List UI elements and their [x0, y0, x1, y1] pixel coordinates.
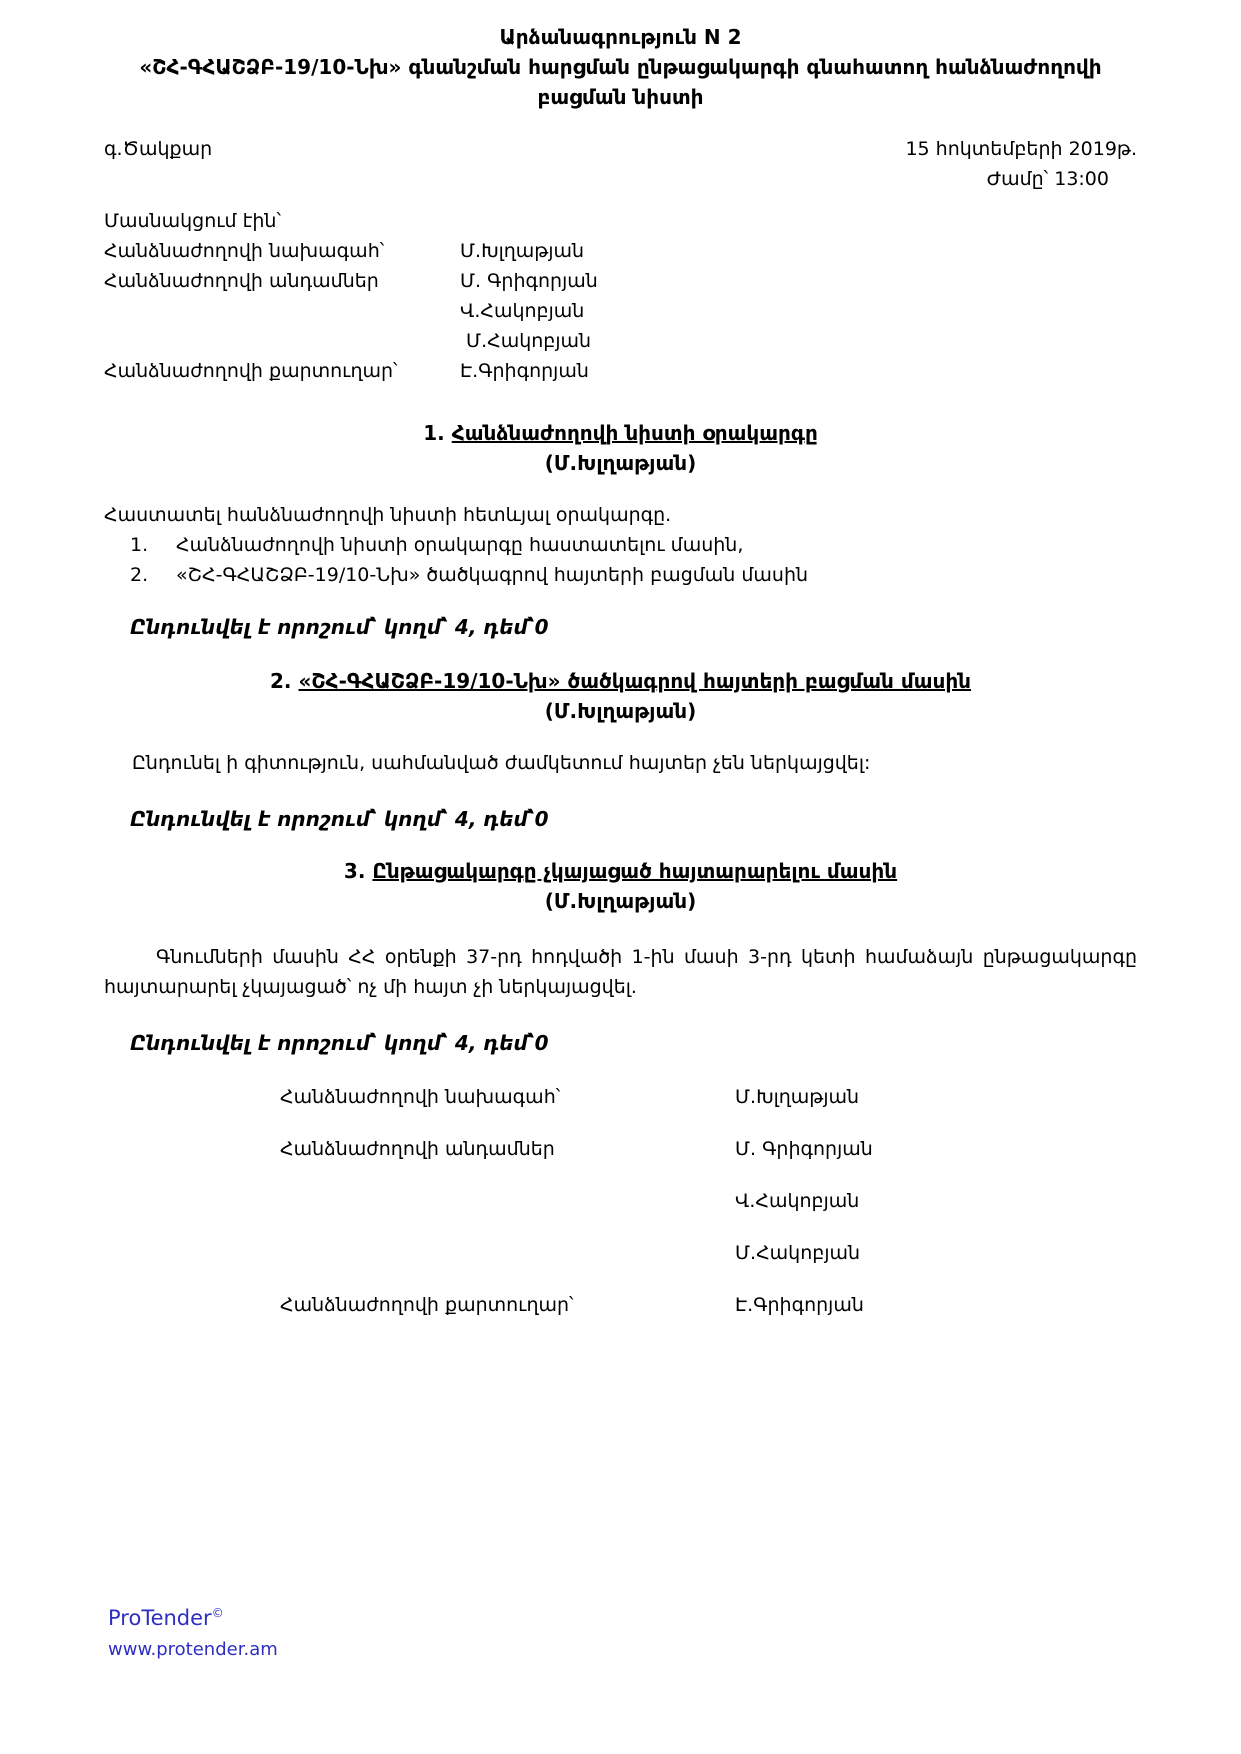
participant-name: Վ.Հակոբյան [460, 300, 585, 322]
copyright-icon: © [211, 1606, 224, 1620]
meta-row [104, 134, 1137, 194]
section-2-presenter: (Մ.Խլղաթյան) [544, 699, 697, 723]
section-1-heading [104, 418, 1137, 448]
signature-row [104, 1134, 1137, 1164]
section-2-body: Ընդունել ի գիտություն, սահմանված ժամկետում հայտեր չեն ներկայցվել: [132, 752, 871, 774]
place-label: գ.Ծակքար [104, 138, 213, 160]
signature-row [104, 1290, 1137, 1320]
signature-name: Է.Գրիգորյան [735, 1294, 864, 1316]
date-label: 15 հոկտեմբերի 2019թ. [905, 138, 1137, 160]
signature-row [104, 1186, 1137, 1216]
signature-name: Մ.Հակոբյան [735, 1242, 861, 1264]
participant-row [104, 236, 1137, 266]
signature-name: Մ. Գրիգորյան [735, 1138, 873, 1160]
section-2-title: «ՇՀ-ԳՀԱՇՁԲ-19/10-Նխ» ծածկագրով հայտերի բացման մասին [298, 669, 972, 693]
participant-row [104, 296, 1137, 326]
section-3-number: 3. [343, 859, 366, 883]
signature-name: Վ.Հակոբյան [735, 1190, 860, 1212]
agenda-item-text: «ՇՀ-ԳՀԱՇՁԲ-19/10-Նխ» ծածկագրով հայտերի բացման մասին [176, 564, 809, 586]
datetime-block [905, 134, 1137, 194]
participant-role: Հանձնաժողովի նախագահ՝ [104, 240, 385, 262]
section-3-body: Գնումների մասին ՀՀ օրենքի 37-րդ հոդվածի 1-ին մասի 3-րդ կետի համաձայն ընթացակարգը հայտարարել չկայացած՝ ոչ մի հայտ չի ներկայացվել. [104, 946, 1137, 998]
section-2-number: 2. [269, 669, 292, 693]
signature-row [104, 1238, 1137, 1268]
signature-role: Հանձնաժողովի անդամներ [280, 1138, 555, 1160]
time-label: Ժամը՝ 13:00 [986, 168, 1109, 190]
footer-url-link[interactable]: www.protender.am [108, 1639, 278, 1660]
section-3-presenter: (Մ.Խլղաթյան) [544, 889, 697, 913]
participant-row [104, 326, 1137, 356]
participant-name: Մ.Խլղաթյան [460, 240, 585, 262]
document-title: Արձանագրություն N 2 [499, 25, 742, 49]
signature-name: Մ.Խլղաթյան [735, 1086, 860, 1108]
agenda-item-text: Հանձնաժողովի նիստի օրակարգը հաստատելու մասին, [176, 534, 744, 556]
agenda-item [104, 560, 1137, 590]
agenda-item-number: 1. [130, 534, 149, 556]
section-1-decision: Ընդունվել է որոշում՝ կողմ՝ 4, դեմ՝0 [130, 615, 549, 639]
participant-role [104, 326, 460, 356]
document-subtitle: «ՇՀ-ԳՀԱՇՁԲ-19/10-Նխ» գնանշման հարցման ընթացակարգի գնահատող հանձնաժողովի բացման նիստի [139, 55, 1102, 109]
participant-name: Է.Գրիգորյան [460, 360, 589, 382]
agenda-item-number: 2. [130, 564, 149, 586]
signature-role: Հանձնաժողովի նախագահ՝ [280, 1086, 561, 1108]
section-3-heading [104, 856, 1137, 886]
section-1-presenter: (Մ.Խլղաթյան) [544, 451, 697, 475]
section-3-decision: Ընդունվել է որոշում՝ կողմ՝ 4, դեմ՝0 [130, 1031, 549, 1055]
participants-block [104, 206, 1137, 386]
signature-role: Հանձնաժողովի քարտուղար՝ [280, 1294, 574, 1316]
participant-row [104, 266, 1137, 296]
section-1-title: Հանձնաժողովի նիստի օրակարգը [451, 421, 818, 445]
signature-role [280, 1238, 735, 1268]
protender-logo [108, 1598, 278, 1633]
section-3-title: Ընթացակարգը չկայացած հայտարարելու մասին [372, 859, 898, 883]
participant-role: Հանձնաժողովի քարտուղար՝ [104, 360, 398, 382]
participant-name: Մ. Գրիգորյան [460, 270, 598, 292]
protender-logo-text: ProTender [108, 1606, 212, 1630]
participant-role: Հանձնաժողովի անդամներ [104, 270, 379, 292]
agenda-item [104, 530, 1137, 560]
participant-role [104, 296, 460, 326]
participants-intro: Մասնակցում էին՝ [104, 210, 281, 232]
signature-row [104, 1082, 1137, 1112]
section-2-decision: Ընդունվել է որոշում՝ կողմ՝ 4, դեմ՝0 [130, 807, 549, 831]
participant-row [104, 356, 1137, 386]
participant-name: Մ.Հակոբյան [460, 330, 592, 352]
signature-block [104, 1082, 1137, 1320]
signature-role [280, 1186, 735, 1216]
section-1-number: 1. [423, 421, 445, 445]
footer [108, 1598, 278, 1665]
section-2-heading [104, 666, 1137, 696]
section-1-body: Հաստատել հանձնաժողովի նիստի հետևյալ օրակարգը. [104, 504, 672, 526]
